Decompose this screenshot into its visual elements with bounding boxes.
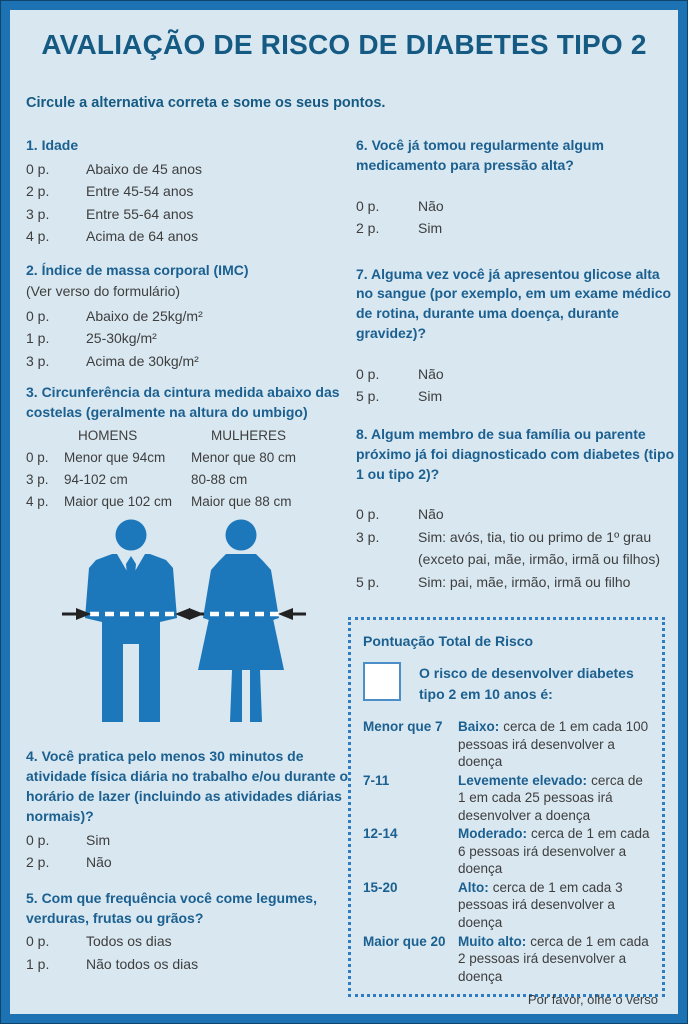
option-points: 0 p. (26, 831, 50, 848)
question-3-heading: 3. Circunferência da cintura medida abaixo das costelas (geralmente na altura do umbigo) (26, 384, 340, 421)
option-label: Não todos os dias (86, 955, 199, 972)
score-label: O risco de desenvolver diabetes tipo 2 em 10 anos é: (419, 665, 634, 702)
question-3-section (26, 383, 352, 512)
option-points: 2 p. (356, 220, 380, 237)
risk-box-title: Pontuação Total de Risco (363, 633, 534, 649)
form-frame (10, 10, 678, 1014)
option-row[interactable] (356, 217, 676, 239)
option-row[interactable] (26, 327, 352, 349)
option-points: 3 p. (356, 528, 380, 545)
option-points: 0 p. (26, 933, 50, 950)
risk-levels (363, 718, 652, 985)
option-label: Sim (418, 220, 443, 237)
question-5-heading: 5. Com que frequência você come legumes, verduras, frutas ou grãos? (26, 889, 317, 926)
option-label: Sim (418, 388, 443, 405)
risk-level-text: cerca de 1 em cada 100 pessoas irá desenvolver a doença (458, 719, 649, 770)
option-label: Todos os dias (86, 933, 172, 950)
option-points: 1 p. (26, 955, 50, 972)
option-points: 0 p. (356, 506, 380, 523)
option-label: Não (418, 366, 444, 383)
score-row (363, 662, 652, 705)
option-label: Abaixo de 45 anos (86, 160, 202, 177)
question-5-options (26, 930, 352, 975)
homens-value: Menor que 94cm (64, 449, 166, 465)
option-row[interactable] (356, 526, 676, 571)
empty-cell (26, 425, 64, 447)
option-label: Acima de 30kg/m² (86, 352, 199, 369)
option-points: 0 p. (356, 197, 380, 214)
question-8-section (356, 425, 676, 593)
question-7-section (356, 265, 676, 408)
risk-level-row (363, 933, 652, 986)
homens-value: 94-102 cm (64, 471, 128, 487)
waist-table-row[interactable] (26, 447, 352, 469)
risk-level-text: cerca de 1 em cada 25 pessoas irá desenvolver a doença (458, 772, 643, 823)
waist-measurement-figures (56, 518, 356, 728)
risk-range: Menor que 7 (363, 719, 443, 734)
option-points: 0 p. (26, 449, 49, 465)
question-4-options (26, 829, 352, 874)
right-column (356, 136, 676, 997)
option-row[interactable] (26, 350, 352, 372)
risk-level-name: Moderado: (458, 826, 527, 842)
option-row[interactable] (26, 203, 352, 225)
female-figure-icon (198, 520, 284, 723)
option-points: 1 p. (26, 330, 50, 347)
option-label: Não (418, 506, 444, 523)
risk-description (458, 772, 652, 825)
risk-level-text: cerca de 1 em cada 2 pessoas irá desenvolver a doença (458, 933, 649, 984)
instruction-text: Circule a alternativa correta e some os seus pontos. (26, 95, 386, 111)
waist-table-row[interactable] (26, 469, 352, 491)
option-row[interactable] (26, 225, 352, 247)
question-7-options (356, 363, 676, 408)
risk-range: Maior que 20 (363, 933, 446, 949)
option-points: 2 p. (26, 854, 50, 871)
risk-level-row (363, 772, 652, 825)
question-2-heading: 2. Índice de massa corporal (IMC) (26, 262, 249, 279)
option-label: Não (86, 854, 112, 871)
question-1-options (26, 158, 352, 248)
option-row[interactable] (26, 930, 352, 952)
option-label: Sim: pai, mãe, irmão, irmã ou filho (418, 573, 631, 590)
risk-level-row (363, 879, 652, 932)
option-label: Abaixo de 25kg/m² (86, 308, 203, 324)
question-2-section (26, 261, 352, 372)
question-4-heading: 4. Você pratica pelo menos 30 minutos de atividade física diária no trabalho e/ou durante o horário de lazer (incluindo as atividades diárias normais)? (26, 748, 349, 824)
option-label: Sim (86, 831, 111, 848)
risk-level-name: Levemente elevado: (458, 772, 588, 788)
option-points: 2 p. (26, 183, 50, 200)
waist-table-row[interactable] (26, 491, 352, 513)
option-label: Sim: avós, tia, tio ou primo de 1º grau (exceto pai, mãe, irmão, irmã ou filhos) (418, 528, 660, 568)
question-1-section (26, 136, 352, 247)
page-title: AVALIAÇÃO DE RISCO DE DIABETES TIPO 2 (41, 29, 647, 60)
option-row[interactable] (26, 305, 352, 327)
question-5-section (26, 889, 352, 976)
option-label: Entre 45-54 anos (86, 183, 194, 200)
risk-range: 7-11 (363, 772, 390, 788)
option-row[interactable] (26, 158, 352, 180)
question-6-heading: 6. Você já tomou regularmente algum medicamento para pressão alta? (356, 137, 604, 173)
risk-description (458, 879, 652, 932)
question-2-options (26, 305, 352, 372)
risk-range: 15-20 (363, 879, 398, 895)
waist-table (26, 425, 352, 512)
question-8-options (356, 503, 676, 593)
question-1-heading: 1. Idade (26, 137, 79, 153)
option-row[interactable] (356, 503, 676, 525)
option-points: 4 p. (26, 228, 50, 245)
option-points: 0 p. (26, 308, 50, 324)
option-points: 4 p. (26, 493, 49, 509)
option-label: Não (418, 197, 444, 214)
option-row[interactable] (356, 385, 676, 407)
risk-level-row (363, 825, 652, 878)
option-row[interactable] (26, 829, 352, 851)
risk-level-name: Muito alto: (458, 933, 527, 949)
risk-level-name: Baixo: (458, 719, 500, 734)
risk-description (458, 718, 652, 771)
option-row[interactable] (26, 180, 352, 202)
option-row[interactable] (356, 571, 676, 593)
option-label: 25-30kg/m² (86, 330, 157, 347)
question-6-options (356, 195, 676, 240)
question-2-subheading: (Ver verso do formulário) (26, 283, 181, 300)
risk-description (458, 825, 652, 878)
option-points: 5 p. (356, 388, 380, 405)
total-score-input[interactable] (363, 662, 401, 701)
option-points: 0 p. (356, 366, 380, 383)
risk-level-row (363, 718, 652, 771)
footer-note: Por favor, olhe o verso (527, 992, 658, 1007)
homens-value: Maior que 102 cm (64, 493, 173, 509)
option-points: 3 p. (26, 205, 50, 222)
option-row[interactable] (26, 851, 352, 873)
option-label: Acima de 64 anos (86, 228, 199, 245)
option-label: Entre 55-64 anos (86, 205, 194, 222)
option-row[interactable] (356, 195, 676, 217)
risk-level-text: cerca de 1 em cada 3 pessoas irá desenvolver a doença (458, 879, 623, 931)
option-points: 3 p. (26, 471, 49, 487)
mulheres-value: 80-88 cm (191, 471, 248, 487)
risk-level-text: cerca de 1 em cada 6 pessoas irá desenvolver a doença (458, 826, 650, 877)
male-figure-icon (85, 520, 177, 723)
column-header-mulheres: MULHERES (211, 427, 287, 443)
option-points: 3 p. (26, 352, 50, 369)
risk-level-name: Alto: (458, 879, 489, 895)
risk-description (458, 933, 652, 986)
option-row[interactable] (26, 953, 352, 975)
question-4-section (26, 747, 352, 873)
question-7-heading: 7. Alguma vez você já apresentou glicose alta no sangue (por exemplo, em um exame médico de rotina, durante uma doença, durante gravidez)? (356, 265, 672, 342)
mulheres-value: Menor que 80 cm (191, 449, 297, 465)
question-6-section (356, 136, 676, 240)
option-points: 5 p. (356, 573, 380, 590)
option-points: 0 p. (26, 160, 50, 177)
waist-table-header (26, 425, 352, 447)
question-8-heading: 8. Algum membro de sua família ou parente próximo já foi diagnosticado com diabetes (tipo 1 ou tipo 2)? (356, 425, 675, 482)
risk-range: 12-14 (363, 826, 398, 842)
option-row[interactable] (356, 363, 676, 385)
column-header-homens: HOMENS (78, 427, 138, 443)
mulheres-value: Maior que 88 cm (191, 493, 292, 509)
left-column (26, 136, 352, 975)
risk-score-box (348, 617, 665, 997)
